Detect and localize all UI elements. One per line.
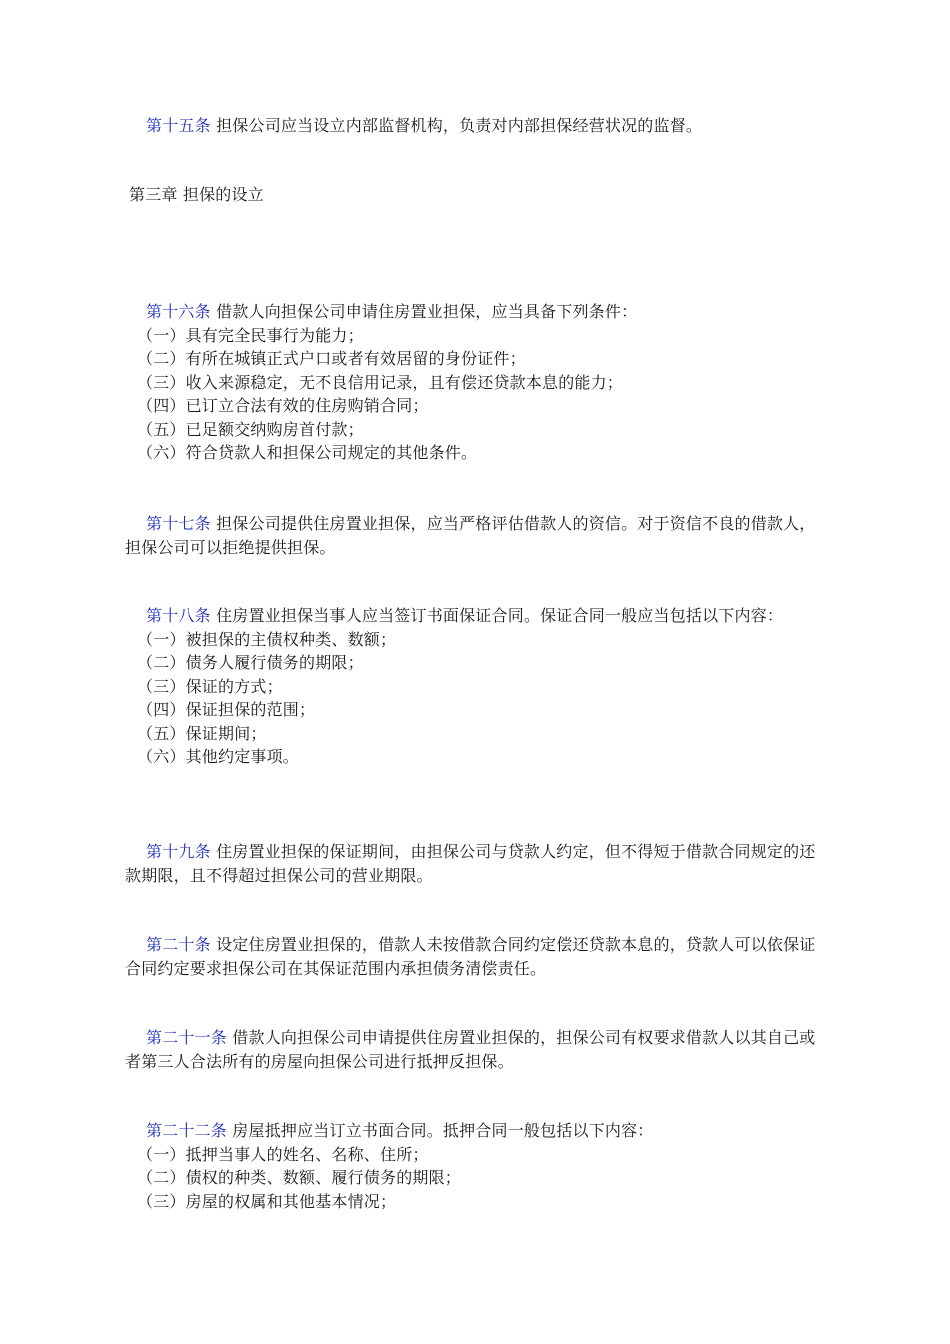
article-paragraph <box>125 300 825 324</box>
article-number: 第十八条 <box>146 606 211 625</box>
list-item: （一）抵押当事人的姓名、名称、住所； <box>137 1144 429 1164</box>
list-item: （一）被担保的主债权种类、数额； <box>137 629 397 649</box>
article-15 <box>125 114 825 138</box>
article-paragraph <box>125 512 825 559</box>
contract-content-list <box>125 628 825 769</box>
article-16 <box>125 300 825 465</box>
list-item: （五）已足额交纳购房首付款； <box>137 419 364 439</box>
article-number: 第二十一条 <box>146 1028 228 1047</box>
list-item: （三）保证的方式； <box>137 676 283 696</box>
list-item: （三）房屋的权属和其他基本情况； <box>137 1191 397 1211</box>
article-20 <box>125 933 825 980</box>
article-text: 住房置业担保的保证期间，由担保公司与贷款人约定，但不得短于借款合同规定的还款期限，且不得超过担保公司的营业期限。 <box>125 842 816 885</box>
article-17 <box>125 512 825 559</box>
list-item: （五）保证期间； <box>137 723 267 743</box>
article-text: 借款人向担保公司申请住房置业担保，应当具备下列条件： <box>210 302 638 321</box>
list-item: （二）债权的种类、数额、履行债务的期限； <box>137 1168 462 1187</box>
article-text: 住房置业担保当事人应当签订书面保证合同。保证合同一般应当包括以下内容： <box>210 606 784 625</box>
article-text: 房屋抵押应当订立书面合同。抵押合同一般包括以下内容： <box>227 1121 654 1140</box>
article-paragraph <box>125 840 825 887</box>
article-number: 第十九条 <box>146 842 211 861</box>
mortgage-content-list <box>125 1143 825 1214</box>
list-item: （二）有所在城镇正式户口或者有效居留的身份证件； <box>137 349 526 368</box>
list-item: （一）具有完全民事行为能力； <box>137 325 364 345</box>
list-item: （四）已订立合法有效的住房购销合同； <box>137 396 429 415</box>
chapter-heading: 第三章 担保的设立 <box>129 185 264 204</box>
article-18 <box>125 604 825 769</box>
condition-list <box>125 324 825 465</box>
article-text: 担保公司应当设立内部监督机构，负责对内部担保经营状况的监督。 <box>210 116 703 135</box>
article-22 <box>125 1119 825 1213</box>
article-number: 第十七条 <box>146 514 211 533</box>
article-paragraph <box>125 933 825 980</box>
article-text: 借款人向担保公司申请提供住房置业担保的，担保公司有权要求借款人以其自己或者第三人合法所有的房屋向担保公司进行抵押反担保。 <box>125 1028 816 1071</box>
list-item: （三）收入来源稳定，无不良信用记录，且有偿还贷款本息的能力； <box>137 372 624 392</box>
list-item: （六）符合贷款人和担保公司规定的其他条件。 <box>137 443 478 462</box>
article-text: 担保公司提供住房置业担保，应当严格评估借款人的资信。对于资信不良的借款人，担保公司可以拒绝提供担保。 <box>125 514 816 557</box>
article-number: 第十六条 <box>146 302 211 321</box>
article-number: 第二十条 <box>146 935 211 954</box>
list-item: （四）保证担保的范围； <box>137 700 316 719</box>
article-paragraph <box>125 1119 825 1143</box>
article-number: 第十五条 <box>146 116 211 135</box>
article-21 <box>125 1026 825 1073</box>
article-text: 设定住房置业担保的，借款人未按借款合同约定偿还贷款本息的，贷款人可以依保证合同约定要求担保公司在其保证范围内承担债务清偿责任。 <box>125 935 816 978</box>
article-number: 第二十二条 <box>146 1121 228 1140</box>
article-paragraph <box>125 1026 825 1073</box>
article-19 <box>125 840 825 887</box>
article-paragraph <box>125 604 825 628</box>
list-item: （六）其他约定事项。 <box>137 747 300 766</box>
article-paragraph <box>125 114 825 138</box>
list-item: （二）债务人履行债务的期限； <box>137 653 364 672</box>
